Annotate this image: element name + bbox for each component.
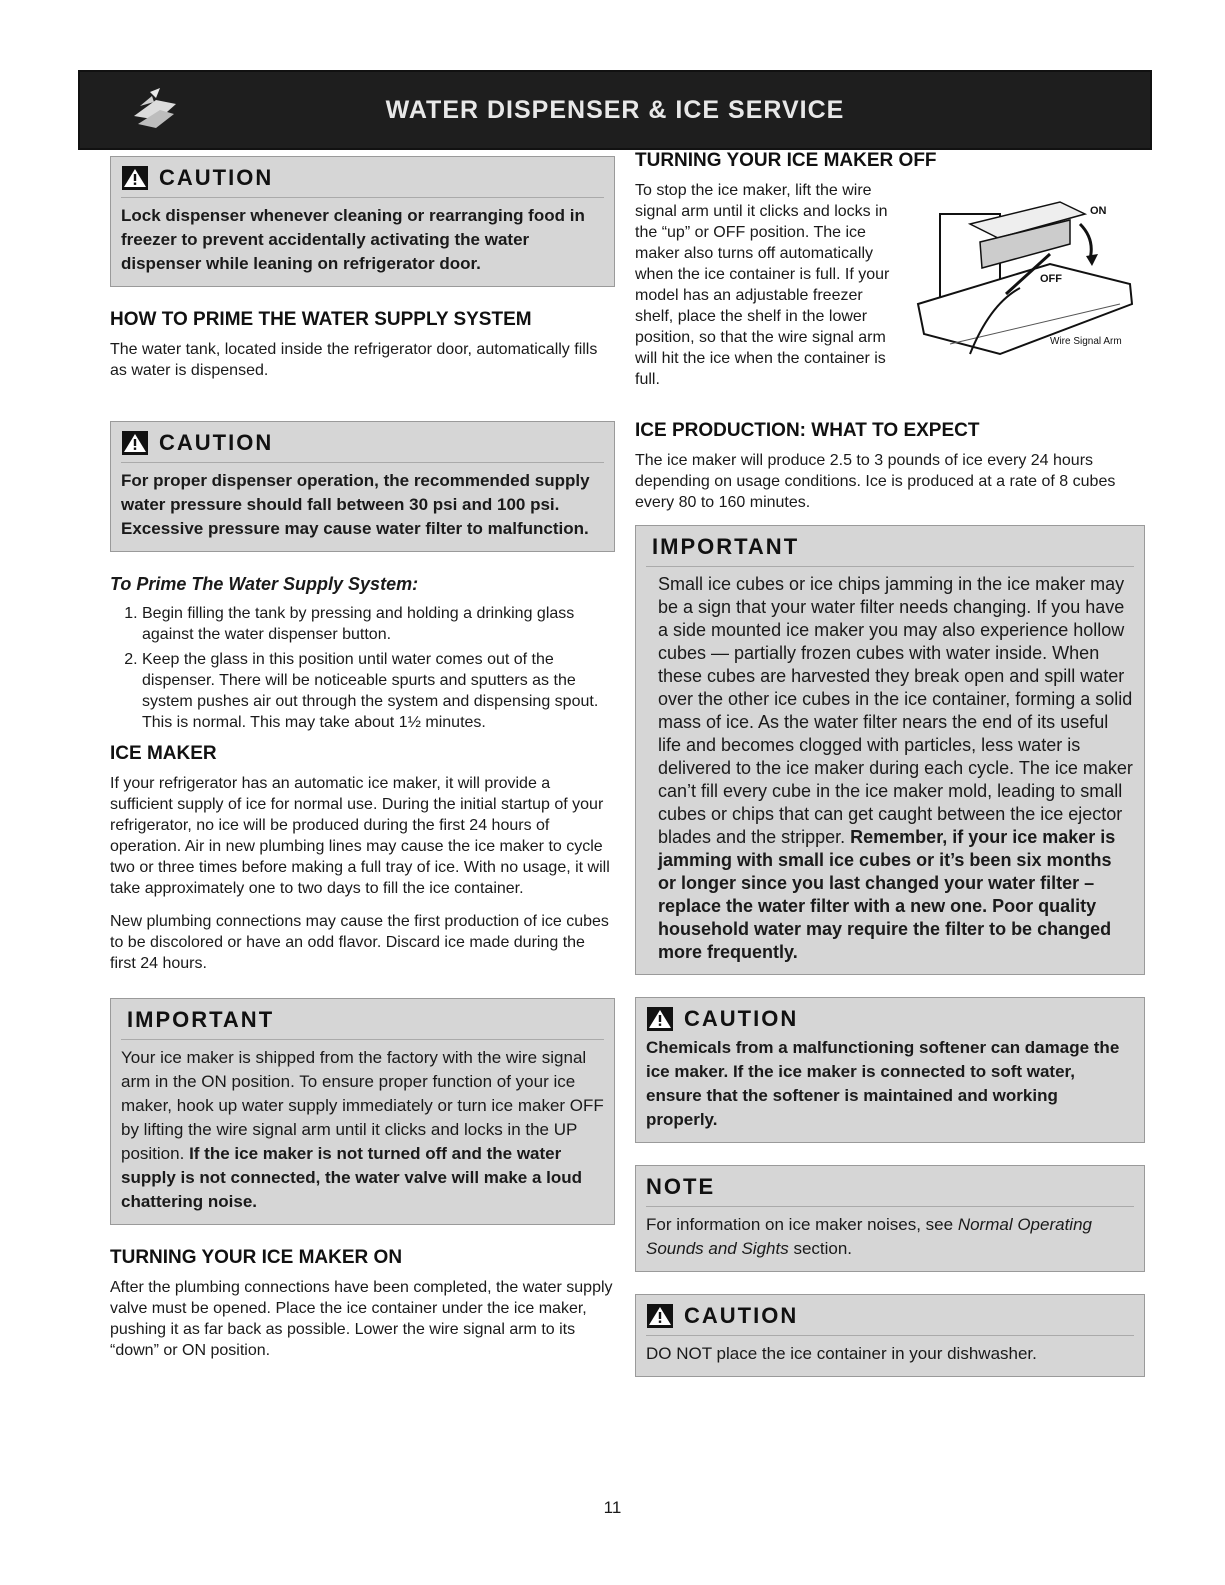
warning-icon (121, 430, 149, 456)
caution-title: CAUTION (684, 1303, 799, 1328)
note-title: NOTE (646, 1174, 716, 1199)
divider (646, 1335, 1134, 1336)
list-item: 2. Keep the glass in this position until water comes out of the dispenser. There will be noticeable spurts and sputters as the system pushes air out through the system and dispensing spout. This is normal. This may take about 1½ minutes. (142, 649, 615, 733)
important-bold: If the ice maker is not turned off and the water supply is not connected, the water valve will make a loud chattering noise. (121, 1144, 583, 1211)
note-text-em: Normal Operating Sounds and Sights (646, 1215, 1092, 1258)
note-text-pre: For information on ice maker noises, see (646, 1215, 958, 1234)
water-ice-logo-icon (130, 86, 180, 132)
divider (121, 462, 604, 463)
caution-box (110, 421, 615, 552)
divider (646, 566, 1134, 567)
caution-text: Chemicals from a malfunctioning softener can damage the ice maker. If the ice maker is connected to soft water, ensure that the softener is maintained and working properly. (646, 1038, 1120, 1129)
prime-heading: HOW TO PRIME THE WATER SUPPLY SYSTEM (110, 309, 532, 330)
caution-title: CAUTION (159, 430, 274, 455)
production-text: The ice maker will produce 2.5 to 3 pounds of ice every 24 hours depending on usage conditions. Ice is produced at a rate of 8 cubes every 80 to 160 minutes. (635, 452, 1116, 511)
turn-on-text: After the plumbing connections have been completed, the water supply valve must be opened. Place the ice container under the ice maker, pushing it as far back as possible. Lower the wire signal arm to its “down” or ON position. (110, 1279, 613, 1359)
divider (121, 1039, 604, 1040)
caution-box (635, 997, 1145, 1143)
important-box (110, 998, 615, 1225)
steps-list (110, 603, 615, 733)
section-banner (78, 70, 1152, 150)
important-body: Small ice cubes or ice chips jamming in the ice maker may be a sign that your water filter needs changing. If you have a side mounted ice maker you may also experience hollow cubes — partially frozen cubes with water inside. When these cubes are harvested they break open and spill water over the other ice cubes in the ice container, forming a solid mass of ice. As the water filter nears the end of its useful life and becomes clogged with particles, less water is delivered to the ice maker during each cycle. The ice maker can’t fill every cube in the ice maker mold, leading to small cubes or chips that can get caught between the ice ejector blades and the stripper. (658, 574, 1133, 847)
important-text (646, 573, 1134, 964)
ice-maker-diagram (910, 184, 1142, 414)
caution-text: For proper dispenser operation, the recommended supply water pressure should fall between 30 psi and 100 psi. Excessive pressure may cause water filter to malfunction. (121, 471, 590, 538)
caution-header (646, 1006, 1134, 1032)
caution-header (121, 430, 604, 456)
right-column (635, 150, 1145, 1399)
note-box (635, 1165, 1145, 1272)
important-bold: Remember, if your ice maker is jamming with small ice cubes or it’s been six months or longer since you last changed your water filter – replace the water filter with a new one. Poor quality household water may require the filter to be changed more frequently. (658, 827, 1116, 962)
list-item: 1. Begin filling the tank by pressing and holding a drinking glass against the water dispenser button. (142, 603, 615, 645)
icemaker-paragraph: New plumbing connections may cause the first production of ice cubes to be discolored or have an odd flavor. Discard ice made during the first 24 hours. (110, 913, 609, 972)
off-label: OFF (1040, 273, 1062, 285)
page-number: 11 (603, 1498, 622, 1517)
steps-heading: To Prime The Water Supply System: (110, 574, 419, 594)
warning-icon (121, 165, 149, 191)
warning-icon (646, 1006, 674, 1032)
caution-box (635, 1294, 1145, 1377)
caution-box (110, 156, 615, 287)
prime-text: The water tank, located inside the refrigerator door, automatically fills as water is dispensed. (110, 341, 598, 379)
note-text (646, 1213, 1134, 1261)
note-text-post: section. (788, 1239, 853, 1258)
icemaker-heading: ICE MAKER (110, 743, 217, 764)
important-body: Your ice maker is shipped from the factory with the wire signal arm in the ON position. To ensure proper function of your ice maker, hook up water supply immediately or turn ice maker OFF by lifting the wire signal arm until it clicks and locks in the UP position. (121, 1048, 604, 1163)
important-header (646, 534, 1134, 560)
important-box (635, 525, 1145, 975)
important-text (121, 1046, 604, 1214)
caution-title: CAUTION (159, 165, 274, 190)
note-header (646, 1174, 1134, 1200)
warning-icon (646, 1303, 674, 1329)
caution-header (121, 165, 604, 191)
divider (121, 197, 604, 198)
wire-signal-arm-label: Wire Signal Arm (1050, 336, 1122, 347)
divider (646, 1206, 1134, 1207)
icemaker-paragraph: If your refrigerator has an automatic ice maker, it will provide a sufficient supply of ice for normal use. During the initial startup of your refrigerator, no ice will be produced during the first 24 hours of operation. Air in new plumbing lines may cause the ice maker to cycle two or three times before making a full tray of ice. With no usage, it will take approximately one to two days to fill the ice container. (110, 775, 610, 897)
on-label: ON (1090, 205, 1107, 217)
caution-text: DO NOT place the ice container in your dishwasher. (646, 1344, 1037, 1363)
important-title: IMPORTANT (652, 534, 800, 559)
caution-text: Lock dispenser whenever cleaning or rearranging food in freezer to prevent accidentally activating the water dispenser while leaning on refrigerator door. (121, 206, 585, 273)
turn-off-text: To stop the ice maker, lift the wire signal arm until it clicks and locks in the “up” or OFF position. The ice maker also turns off automatically when the ice container is full. If your model has an adjustable freezer shelf, place the shelf in the lower position, so that the wire signal arm will hit the ice when the container is full. (635, 182, 890, 388)
caution-header (646, 1303, 1134, 1329)
page-title: WATER DISPENSER & ICE SERVICE (385, 95, 845, 124)
caution-title: CAUTION (684, 1006, 799, 1031)
production-heading: ICE PRODUCTION: WHAT TO EXPECT (635, 420, 980, 441)
left-column (110, 150, 615, 1373)
important-header (121, 1007, 604, 1033)
turn-off-heading: TURNING YOUR ICE MAKER OFF (635, 150, 937, 171)
turn-on-heading: TURNING YOUR ICE MAKER ON (110, 1247, 403, 1268)
important-title: IMPORTANT (127, 1007, 275, 1032)
turn-off-section (635, 180, 1145, 420)
